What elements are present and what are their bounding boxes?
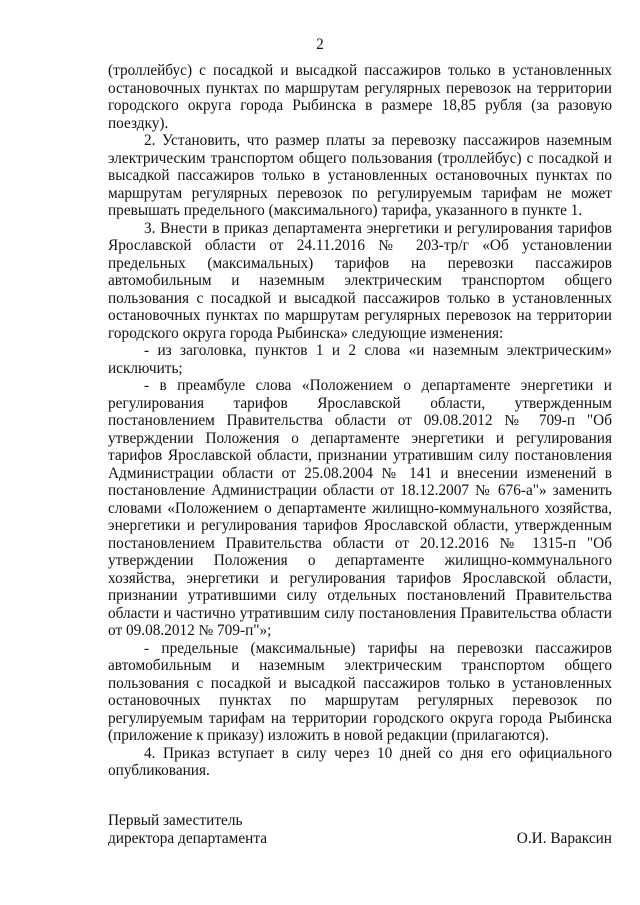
signer-position-line2: директора департамента bbox=[108, 829, 268, 847]
paragraph-item-2: 2. Установить, что размер платы за перевозку пассажиров наземным электрическим транспортом общего пользования (троллейбус) с посадкой и высадкой пассажиров только в установленных остановочных пунктах по маршрутам регулярных перевозок по регулируемым тарифам не может превышать предельного (максимального) тарифа, указанного в пункте 1. bbox=[108, 132, 612, 219]
signer-position-line1: Первый заместитель bbox=[108, 812, 243, 829]
signature-line bbox=[108, 830, 612, 848]
signer-name: О.И. Вараксин bbox=[516, 829, 612, 847]
paragraph-change-title: - из заголовка, пунктов 1 и 2 слова «и наземным электрическим» исключить; bbox=[108, 342, 612, 377]
paragraph-item-4: 4. Приказ вступает в силу через 10 дней со дня его официального опубликования. bbox=[108, 744, 612, 779]
signature-block bbox=[108, 812, 612, 847]
paragraph-continuation: (троллейбус) с посадкой и высадкой пассажиров только в установленных остановочных пунктах по маршрутам регулярных перевозок на территории городского округа города Рыбинска в размере 18,85 рубля (за разовую поездку). bbox=[108, 62, 612, 132]
paragraph-item-3: 3. Внести в приказ департамента энергетики и регулирования тарифов Ярославской области от 24.11.2016 № 203-тр/г «Об установлении предельных (максимальных) тарифов на перевозки пассажиров автомобильным и наземным электрическим транспортом общего пользования с посадкой и высадкой пассажиров только в установленных остановочных пунктах по маршрутам регулярных перевозок на территории городского округа города Рыбинска» следующие изменения: bbox=[108, 219, 612, 342]
paragraph-change-preamble: - в преамбуле слова «Положением о департаменте энергетики и регулирования тарифов Ярославской области, утвержденным постановлением Правительства области от 09.08.2012 № 709-п "Об утверждении Положения о департаменте энергетики и регулирования тарифов Ярославской области, признании утратившим силу постановления Администрации области от 25.08.2004 № 141 и внесении изменений в постановление Администрации области от 18.12.2007 № 676-а"» заменить словами «Положением о департаменте жилищно-коммунального хозяйства, энергетики и регулирования тарифов Ярославской области, утвержденным постановлением Правительства области от 20.12.2016 № 1315-п "Об утверждении Положения о департаменте жилищно-коммунального хозяйства, энергетики и регулирования тарифов Ярославской области, признании утратившими силу отдельных постановлений Правительства области и частично утратившим силу постановления Правительства области от 09.08.2012 № 709-п"»; bbox=[108, 377, 612, 639]
page-number: 2 bbox=[316, 36, 324, 53]
document-body bbox=[108, 62, 612, 780]
paragraph-change-tariffs: - предельные (максимальные) тарифы на перевозки пассажиров автомобильным и наземным электрическим транспортом общего пользования с посадкой и высадкой пассажиров только в установленных остановочных пунктах по маршрутам регулярных перевозок по регулируемым тарифам на территории городского округа города Рыбинска (приложение к приказу) изложить в новой редакции (прилагаются). bbox=[108, 639, 612, 744]
